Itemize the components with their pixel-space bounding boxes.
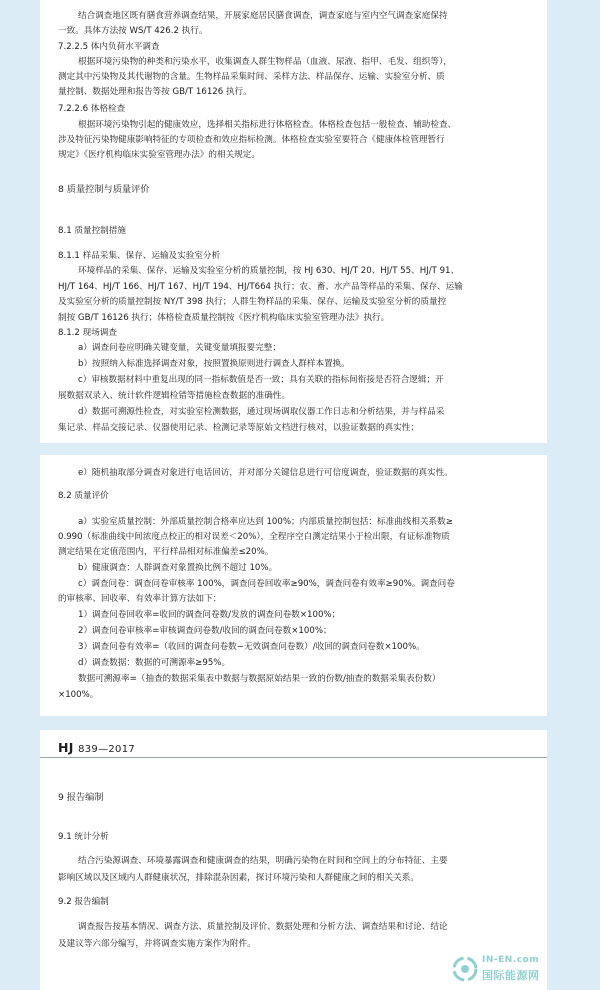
document-page-1 <box>40 0 547 443</box>
document-id <box>58 740 135 755</box>
text-line: 0.990（标准曲线中间浓度点校正的相对误差＜20%），全程序空白测定结果小于检出限，有证标准物质 <box>58 532 450 542</box>
text-line: 结合污染源调查、环境暴露调查和健康调查的结果，明确污染物在时间和空间上的分布特征、主要 <box>78 856 448 866</box>
text-line: 根据环境污染物引起的健康效应，选择相关指标进行体格检查。体格检查包括一般检查、辅助检查、 <box>78 120 457 130</box>
text-line: 测定结果在定值范围内，平行样品相对标准偏差≤20%。 <box>58 547 274 557</box>
text-line: 展数据双录入、统计软件逻辑检错等措施检查数据的准确性。 <box>58 391 291 401</box>
doc-id-number: 839—2017 <box>78 744 136 755</box>
document-page-3 <box>40 730 547 990</box>
text-line: ×100%。 <box>58 690 99 700</box>
list-item: c）调查问卷：调查问卷审核率 100%，调查问卷回收率≥90%，调查问卷有效率≥90%。调查问卷 <box>78 579 455 589</box>
section-heading: 8 质量控制与质量评价 <box>58 184 150 195</box>
text-line: 集记录、样品交接记录、仪器使用记录、检测记录等原始文档进行核对，以验证数据的真实性； <box>58 423 419 433</box>
list-item: d）数据可溯源性检查，对实验室检测数据，通过现场调取仪器工作日志和分析结果，并与样品采 <box>78 407 445 417</box>
section-heading: 9.2 报告编制 <box>58 897 109 907</box>
text-line: 的审核率、回收率、有效率计算方法如下： <box>58 594 222 604</box>
watermark-name: 国际能源网 <box>482 969 540 982</box>
section-heading: 9.1 统计分析 <box>58 832 109 842</box>
watermark-site: IN-EN.com <box>482 955 540 965</box>
formula-item: 2）调查问卷审核率=审核调查问卷数/收回的调查问卷数×100%； <box>78 626 332 636</box>
list-item: d）调查数据：数据的可溯源率≥95%。 <box>78 658 231 668</box>
section-heading: 8.2 质量评价 <box>58 491 109 501</box>
list-item: a）实验室质量控制：外部质量控制合格率应达到 100%；内部质量控制包括：标准曲线相关系数≥ <box>78 517 453 527</box>
list-item: a）调查问卷应明确关键变量，关键变量填报要完整； <box>78 343 281 353</box>
header-divider <box>40 757 547 758</box>
text-line: 影响区域以及区域内人群健康状况，排除混杂因素，探讨环境污染和人群健康之间的相关关系。 <box>58 873 419 883</box>
text-line: 测定其中污染物及其代谢物的含量。生物样品采集时间、采样方法、样品保存、运输、实验室分析、质 <box>58 72 445 82</box>
text-line: 涉及特征污染物健康影响特征的专项检查和效应指标检测。体格检查实验室要符合《健康体检管理暂行 <box>58 135 445 145</box>
text-line: HJ/T 164、HJ/T 166、HJ/T 167、HJ/T 194、HJ/T664 执行；农、畜、水产品等样品的采集、保存、运输 <box>58 282 463 292</box>
text-line: 环境样品的采集、保存、运输及实验室分析的质量控制，按 HJ 630、HJ/T 20、HJ/T 55、HJ/T 91、 <box>78 266 460 276</box>
section-heading: 9 报告编制 <box>58 792 104 803</box>
text-line: 制按 GB/T 16126 执行；体格检查质量控制按《医疗机构临床实验室管理办法》执行。 <box>58 313 390 323</box>
doc-id-prefix: HJ <box>58 740 74 755</box>
list-item: b）按照纳入标准选择调查对象，按照置换原则进行调查人群样本置换。 <box>78 359 350 369</box>
text-line: 一致。具体方法按 WS/T 426.2 执行。 <box>58 26 208 36</box>
list-item: b）健康调查：人群调查对象置换比例不超过 10%。 <box>78 563 278 573</box>
section-heading: 8.1 质量控制措施 <box>58 226 126 236</box>
text-line: 结合调查地区既有膳食营养调查结果，开展家庭居民膳食调查，调查家庭与室内空气调查家庭保持 <box>78 11 448 21</box>
formula-item: 3）调查问卷有效率=（收回的调查问卷数−无效调查问卷数）/收回的调查问卷数×100%。 <box>78 642 425 652</box>
document-page-2 <box>40 455 547 716</box>
section-heading: 7.2.2.5 体内负荷水平调查 <box>58 42 160 52</box>
list-item: e）随机抽取部分调查对象进行电话回访，并对部分关键信息进行可信度调查，验证数据的真实性。 <box>78 468 453 478</box>
text-line: 及建议等六部分编写，并将调查实施方案作为附件。 <box>58 939 256 949</box>
text-line: 根据环境污染物的种类和污染水平，收集调查人群生物样品（血液、尿液、指甲、毛发、组织等）， <box>78 57 452 67</box>
section-heading: 7.2.2.6 体格检查 <box>58 104 126 114</box>
section-heading: 8.1.2 现场调查 <box>58 328 117 338</box>
watermark-logo <box>452 952 542 984</box>
energy-logo-icon <box>452 956 478 982</box>
text-line: 规定》《医疗机构临床实验室管理办法》的相关规定。 <box>58 150 260 160</box>
formula-item: 1）调查问卷回收率=收回的调查问卷数/发放的调查问卷数×100%； <box>78 610 341 620</box>
text-line: 及实验室分析的质量控制按 NY/T 398 执行；人群生物样品的采集、保存、运输及实验室分析的质量控 <box>58 297 447 307</box>
text-line: 调查报告按基本情况、调查方法、质量控制及评价、数据处理和分析方法、调查结果和讨论、结论 <box>78 922 448 932</box>
list-item: c）审核数据材料中重复出现的同一指标数值是否一致；具有关联的指标间衔接是否符合逻辑；开 <box>78 375 444 385</box>
formula-line: 数据可溯源率=（抽查的数据采集表中数据与数据原始结果一致的份数/抽查的数据采集表份数） <box>78 674 441 684</box>
text-line: 量控制、数据处理和报告等按 GB/T 16126 执行。 <box>58 87 252 97</box>
section-heading: 8.1.1 样品采集、保存、运输及实验室分析 <box>58 251 221 261</box>
